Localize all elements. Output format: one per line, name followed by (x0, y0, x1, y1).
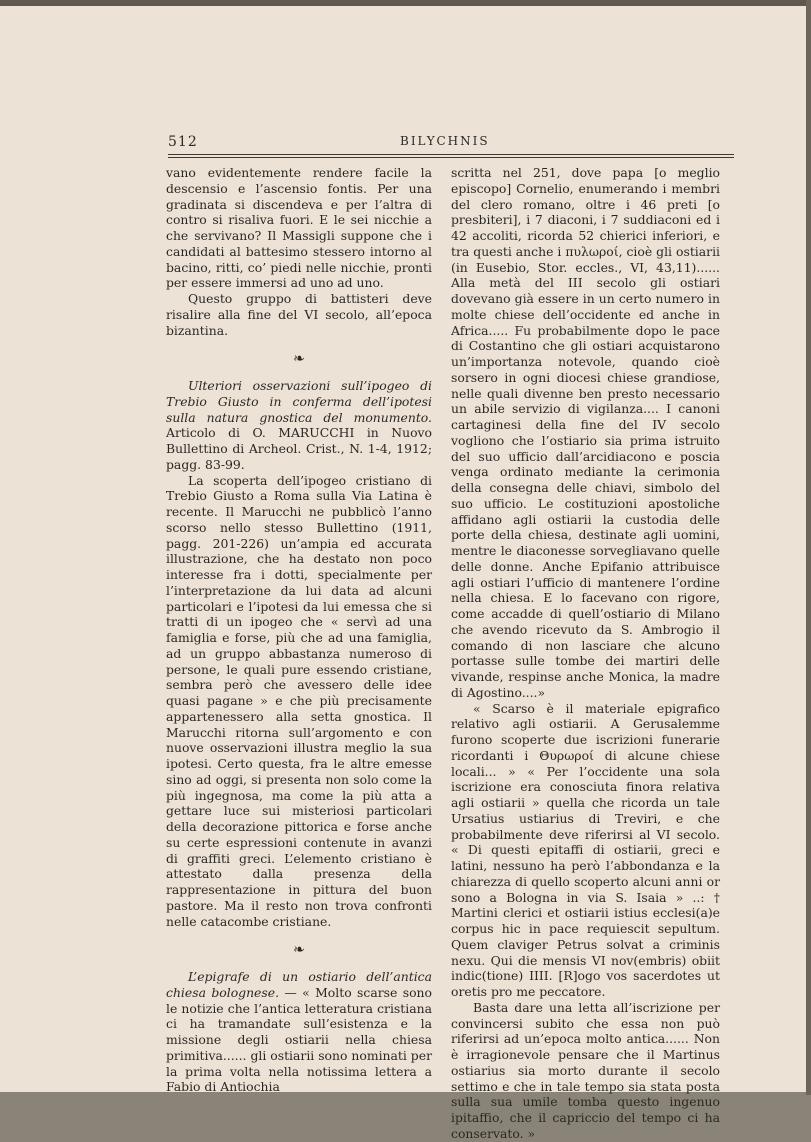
header-rule (168, 154, 734, 155)
paragraph: scritta nel 251, dove papa [o meglio episcopo] Cornelio, enumerando i membri del clero romano, oltre i 46 preti [o presbiteri], i 7 diaconi, i 7 suddiaconi ed i 42 accoliti, ricorda 52 chierici inferiori, e tra questi anche i πυλωροί, cioè gli ostiarii (in Eusebio, Stor. eccles., VI, 43,11)...... Alla metà del III secolo gli ostiari dovevano già essere in un certo numero in molte chiese dell’occidente ed anche in Africa..... Fu probabilmente dopo le pace di Costantino che gli ostiari acquistarono un’importanza notevole, quando cioè sorsero in ogni diocesi chiese grandiose, nelle quali divenne ben presto necessario un abile servizio di vigilanza.... I canoni cartaginesi della fine del IV secolo vogliono che l’ostiario sia prima istruito del suo ufficio dall’arcidiacono e poscia venga ordinato mediante la cerimonia della consegna delle chiavi, simbolo del suo ufficio. Le costituzioni apostoliche affidano agli ostiarii la custodia delle porte della chiesa, destinate agli uomini, mentre le diaconesse sorvegliavano quelle delle donne. Anche Epifanio attribuisce agli ostiari l’ufficio di mantenere l’ordine nella chiesa. E lo facevano con rigore, come accadde di quell’ostiario di Milano che avendo ricevuto da S. Ambrogio il comando di non lasciare che alcuno portasse sulle tombe dei martiri delle vivande, respinse anche Monica, la madre di Agostino....» (451, 165, 720, 700)
article-title: L’epigrafe di un ostiario dell’antica chiesa bolognese. (166, 969, 432, 1000)
fleuron-ornament: ❧ (293, 942, 305, 959)
page-right-edge (806, 0, 811, 1095)
paragraph: La scoperta dell’ipogeo cristiano di Trebio Giusto a Roma sulla Via Latina è recente. Il Marucchi ne pubblicò l’anno scorso nello stesso Bullettino (1911, pagg. 201-226) un’ampia ed accurata illustrazione, che ha destato non poco interesse fra i dotti, specialmente per l’interpretazione da lui data ad alcuni particolari e l’ipotesi da lui emessa che si tratti di un ipogeo che « servì ad una famiglia e forse, più che ad una famiglia, ad un gruppo abbastanza numeroso di persone, le quali pure essendo cristiane, sembra però che avessero delle idee quasi pagane » e che più precisamente appartenessero alla setta gnostica. Il Marucchi ritorna sull’argomento e con nuove osservazioni illustra meglio la sua ipotesi. Certo questa, fra le altre emesse sino ad oggi, si presenta non solo come la più ingegnosa, ma come la più atta a gettare luce sui misteriosi particolari della decorazione pittorica e forse anche su certe espressioni contenute in avanzi di graffiti greci. L’elemento cristiano è attestato dalla presenza della rappresentazione in pittura del buon pastore. Ma il resto non trova confronti nelle catacombe cristiane. (166, 472, 432, 929)
fleuron-ornament: ❧ (293, 351, 305, 368)
article-citation: Articolo di O. MARUCCHI in Nuovo Bullettino di Archeol. Crist., N. 1-4, 1912; pagg. 83-99. (166, 425, 432, 472)
article-entry (166, 969, 432, 1095)
article-entry (166, 378, 432, 473)
left-column (166, 165, 432, 1095)
page-header (168, 130, 728, 152)
paragraph: Basta dare una letta all’iscrizione per convincersi subito che essa non può riferirsi ad un’epoca molto antica...... Non è irragionevole pensare che il Martinus ostiarius sia morto durante il secolo settimo e che in tale tempo sia stata posta sulla sua umile tomba questo ingenuo ipitaffio, che il capriccio del tempo ci ha conservato. » (451, 999, 720, 1141)
article-text: — « Molto scarse sono le notizie che l’antica letteratura cristiana ci ha tramandate sull’esistenza e la missione degli ostiarii nella chiesa primitiva...... gli ostiarii sono nominati per la prima volta nella notissima lettera a Fabio di Antiochia (166, 984, 432, 1095)
header-rule-double (168, 157, 734, 158)
article-title: Ulteriori osservazioni sull’ipogeo di Trebio Giusto in conferma dell’ipotesi sulla natura gnostica del monumento. (166, 378, 432, 425)
paragraph: Questo gruppo di battisteri deve risalire alla fine del VI secolo, all’epoca bizantina. (166, 291, 432, 338)
page-number: 512 (168, 134, 198, 150)
running-title: BILYCHNIS (400, 134, 490, 148)
paragraph: vano evidentemente rendere facile la descensio e l’ascensio fontis. Per una gradinata si discendeva e per l’altra di contro si risaliva fuori. E le sei nicchie a che servivano? Il Massigli suppone che i candidati al battesimo stessero intorno al bacino, ritti, co’ piedi nelle nicchie, pronti per essere immersi ad uno ad uno. (166, 165, 432, 291)
paragraph: « Scarso è il materiale epigrafico relativo agli ostiarii. A Gerusalemme furono scoperte due iscrizioni funerarie ricordanti i Θυρωροί di alcune chiese locali... » « Per l’occidente una sola iscrizione era conosciuta finora relativa agli ostiarii » quella che ricorda un tale Ursatius ustiarius di Treviri, e che probabilmente deve riferirsi al VI secolo. « Di questi epitaffi di ostiarii, greci e latini, nessuno ha però l’abbondanza e la chiarezza di quello scoperto alcuni anni or sono a Bologna in via S. Isaia » ..: † Martini clerici et ostiarii istius ecclesi(a)e corpus hic in pace requiescit sepultum. Quem claviger Petrus solvat a criminis nexu. Qui die mensis VI nov(embris) obiit indic(tione) IIII. [R]ogo vos sacerdotes ut oretis pro me peccatore. (451, 700, 720, 999)
right-column (451, 165, 720, 1142)
